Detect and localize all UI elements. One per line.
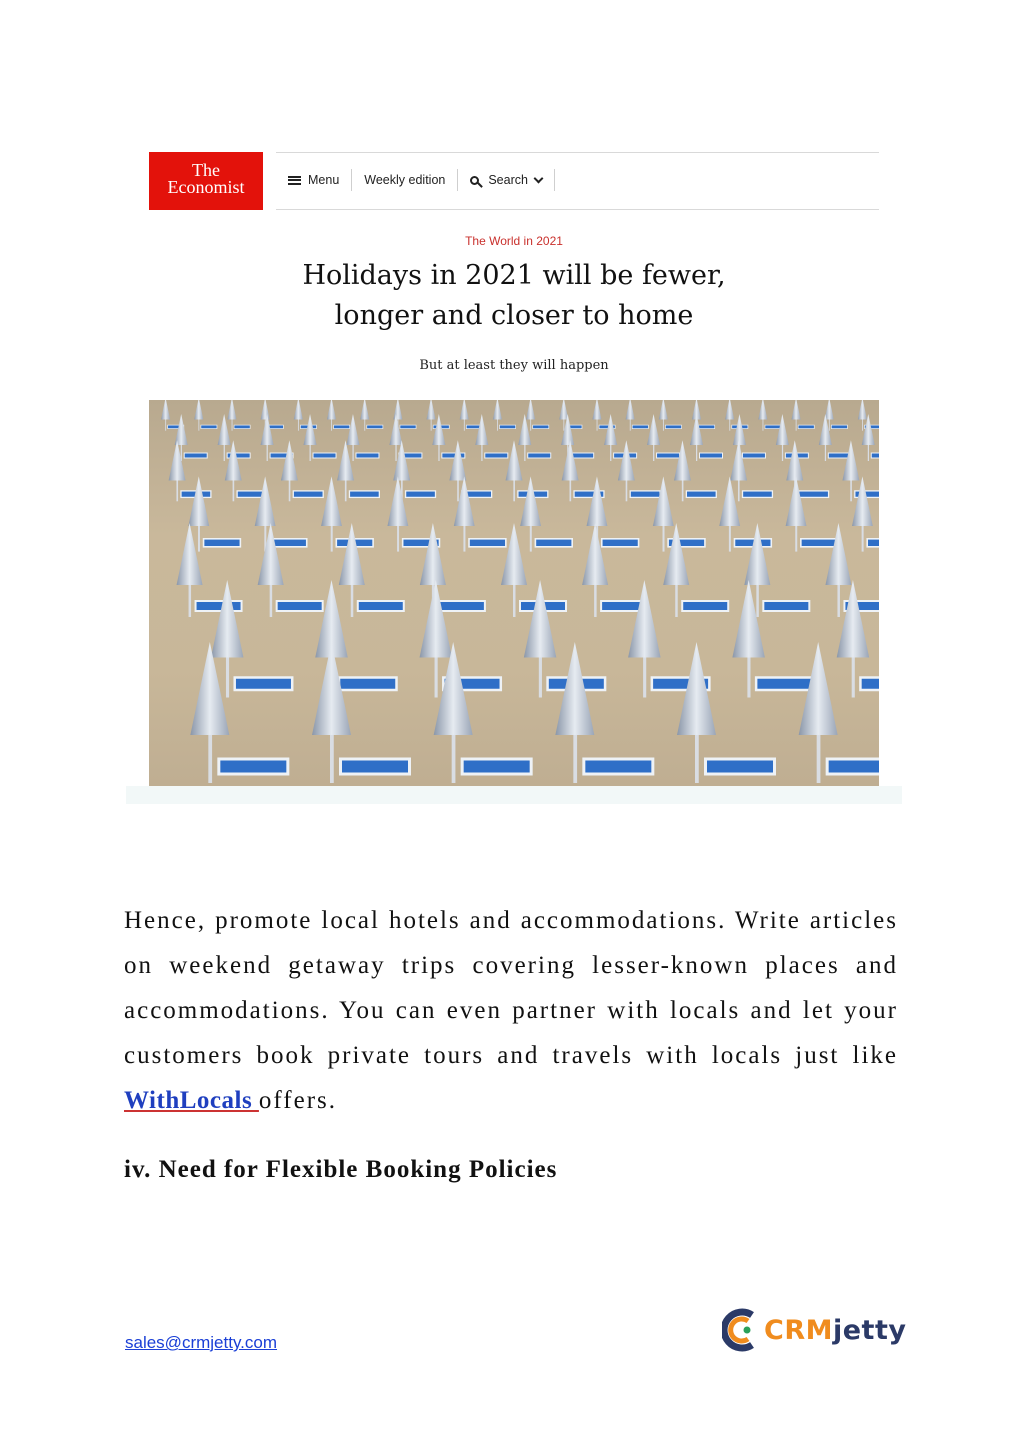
umbrella-pole [868,445,869,461]
umbrella [420,580,453,658]
umbrella-pole [397,526,399,552]
lounger [196,601,242,611]
umbrella [346,414,359,445]
umbrella [175,414,188,445]
lounger [831,425,847,429]
umbrella [475,414,488,445]
umbrella [744,523,770,585]
umbrella-pole [850,481,852,502]
lounger [184,453,207,458]
umbrella [562,440,579,480]
beach-photo-drawing [149,400,879,786]
umbrella [387,476,408,526]
umbrella-pole [165,420,166,431]
umbrella [786,476,807,526]
umbrella-pole [782,445,783,461]
umbrella [520,476,541,526]
umbrella [321,476,342,526]
umbrella [493,400,502,420]
lounger [602,539,639,547]
umbrella [690,414,703,445]
lounger [742,453,765,458]
lounger [293,491,323,498]
umbrella [501,523,527,585]
umbrella-pole [331,420,332,431]
brand-jetty: jetty [832,1314,907,1346]
umbrella [194,400,203,420]
umbrella [524,580,557,658]
article-subhead: But at least they will happen [419,358,609,373]
umbrella [393,400,402,420]
lounger [469,539,506,547]
umbrella [420,523,446,585]
hamburger-icon [288,176,301,185]
umbrella [786,440,803,480]
umbrella-pole [852,658,855,698]
umbrella-pole [594,585,597,617]
weekly-edition-label: Weekly edition [364,173,446,187]
umbrella-pole [232,420,233,431]
umbrella [454,476,475,526]
lounger [756,678,814,691]
headline-line-1: Holidays in 2021 will be fewer, [302,260,726,291]
lounger [765,425,781,429]
lounger [349,491,379,498]
lounger [439,601,485,611]
umbrella-pole [862,526,864,552]
top-nav [276,166,555,194]
lounger [500,425,516,429]
umbrella-pole [563,420,564,431]
umbrella [294,400,303,420]
umbrella [659,400,668,420]
umbrella-pole [663,420,664,431]
lounger [201,425,217,429]
umbrella [506,440,523,480]
umbrella-pole [289,481,291,502]
lounger [270,539,307,547]
lounger [406,491,436,498]
umbrella [618,440,635,480]
umbrella [626,400,635,420]
nav-separator [554,169,555,191]
umbrella-pole [438,445,439,461]
lounger [356,453,379,458]
lounger [485,453,508,458]
umbrella-pole [682,481,684,502]
umbrella [255,476,276,526]
crmjetty-mark-icon [722,1307,758,1353]
umbrella-pole [626,481,628,502]
umbrella-pole [198,420,199,431]
lounger [313,453,336,458]
umbrella [628,580,661,658]
umbrella [258,523,284,585]
umbrella-pole [345,481,347,502]
umbrella-pole [267,445,268,461]
lounger [630,491,660,498]
logo-line-1: The [192,160,220,180]
search-icon [470,176,479,185]
umbrella [281,440,298,480]
umbrella [339,523,365,585]
umbrella [719,476,740,526]
umbrella-pole [351,585,354,617]
lounger [204,539,241,547]
lounger [743,491,773,498]
umbrella-pole [524,445,525,461]
umbrella-pole [226,658,229,698]
umbrella-pole [464,420,465,431]
umbrella-pole [837,585,840,617]
umbrella [842,440,859,480]
lounger [682,601,728,611]
umbrella-pole [513,585,516,617]
brand-crm: CRM [764,1314,833,1346]
umbrella-pole [435,658,438,698]
umbrella-pole [729,420,730,431]
umbrella-pole [862,420,863,431]
umbrella-pole [270,585,273,617]
search-button[interactable] [458,168,554,192]
lounger [867,539,879,547]
umbrella-pole [189,585,192,617]
umbrella-pole [763,420,764,431]
umbrella-pole [825,445,826,461]
paragraph-text: Hence, promote local hotels and accommodations. Write articles on weekend getaway trips covering lesser-known places and accommodations. You can even partner with locals and let your customers book private tours and travels with locals just like [124,907,898,1069]
body-paragraph [124,898,898,1123]
screenshot-bottom-edge [126,786,902,804]
umbrella-pole [597,420,598,431]
umbrella-pole [395,445,396,461]
umbrella [592,400,601,420]
umbrella [825,523,851,585]
umbrella [825,400,834,420]
lounger [665,425,681,429]
email-link[interactable]: sales@crmjetty.com [125,1333,278,1352]
lounger [334,425,350,429]
umbrella-pole [795,526,797,552]
nav-divider-bottom [276,209,879,210]
umbrella [225,440,242,480]
headline-line-2: longer and closer to home [334,300,694,331]
umbrella-pole [298,420,299,431]
article-kicker[interactable]: The World in 2021 [465,234,563,248]
umbrella-pole [330,735,334,783]
umbrella-pole [570,481,572,502]
lounger [341,759,410,774]
umbrella [559,400,568,420]
umbrella [858,400,867,420]
lounger [763,601,809,611]
umbrella [604,414,617,445]
umbrella-pole [513,481,515,502]
lounger [700,453,723,458]
umbrella-pole [643,658,646,698]
umbrella [360,400,369,420]
umbrella [169,440,186,480]
umbrella [732,580,765,658]
umbrella-pole [233,481,235,502]
umbrella-pole [431,420,432,431]
umbrella-pole [463,526,465,552]
logo-line-2: Economist [167,177,245,197]
lounger [533,425,549,429]
lounger [686,491,716,498]
umbrella-pole [630,420,631,431]
umbrella [837,580,870,658]
lounger [699,425,715,429]
umbrella [426,400,435,420]
paragraph-text-end: offers. [258,1087,338,1114]
section-heading: iv. Need for Flexible Booking Policies [124,1156,558,1183]
lounger [571,453,594,458]
umbrella-pole [729,526,731,552]
umbrella-pole [208,735,212,783]
umbrella [449,440,466,480]
umbrella-pole [539,658,542,698]
umbrella-pole [573,735,577,783]
umbrella-pole [696,445,697,461]
umbrella [327,400,336,420]
lounger [358,601,404,611]
umbrella [460,400,469,420]
umbrella-pole [817,735,821,783]
lounger [871,453,879,458]
lounger [277,601,323,611]
umbrella-pole [738,481,740,502]
lounger [860,678,879,691]
umbrella [261,400,270,420]
chevron-down-icon [534,173,544,183]
umbrella-pole [756,585,759,617]
umbrella-pole [530,420,531,431]
umbrella-pole [310,445,311,461]
umbrella [337,440,354,480]
weekly-edition-link[interactable] [352,168,457,192]
umbrella [227,400,236,420]
article-headline [126,256,902,336]
umbrella-pole [530,526,532,552]
umbrella [587,476,608,526]
brand-wordmark [764,1315,906,1346]
umbrella-pole [610,445,611,461]
search-label: Search [488,173,528,187]
umbrella [188,476,209,526]
lounger [400,425,416,429]
umbrella-pole [747,658,750,698]
lounger [584,759,653,774]
umbrella [647,414,660,445]
lounger [528,453,551,458]
lounger [657,453,680,458]
umbrella [211,580,244,658]
umbrella [304,414,317,445]
umbrella-pole [331,526,333,552]
umbrella [653,476,674,526]
lounger [219,759,288,774]
lounger [339,678,397,691]
umbrella-pole [653,445,654,461]
economist-logo[interactable] [149,152,263,210]
lounger [367,425,383,429]
umbrella [526,400,535,420]
lounger [798,425,814,429]
umbrella-pole [457,481,459,502]
beach-umbrellas-photo [149,400,879,786]
umbrella-pole [364,420,365,431]
nav-divider-top [276,152,879,153]
lounger [632,425,648,429]
umbrella-pole [176,481,178,502]
umbrella-pole [198,526,200,552]
umbrella [582,523,608,585]
umbrella-pole [224,445,225,461]
lounger [235,678,293,691]
lounger [706,759,775,774]
umbrella-pole [481,445,482,461]
umbrella-pole [352,445,353,461]
lounger [801,539,838,547]
umbrella-pole [452,735,456,783]
lounger [462,759,531,774]
umbrella-pole [796,420,797,431]
umbrella [725,400,734,420]
umbrella [733,414,746,445]
crmjetty-logo [722,1306,906,1354]
menu-button[interactable] [276,168,351,192]
menu-label: Menu [308,173,340,187]
umbrella [663,523,689,585]
umbrella [791,400,800,420]
lounger [827,759,879,774]
umbrella [776,414,789,445]
umbrella [674,440,691,480]
umbrella-pole [695,735,699,783]
umbrella-pole [829,420,830,431]
umbrella [161,400,170,420]
umbrella-pole [675,585,678,617]
umbrella-pole [497,420,498,431]
umbrella [730,440,747,480]
lounger [234,425,250,429]
lounger [799,491,829,498]
lounger [535,539,572,547]
withlocals-link[interactable]: WithLocals [124,1087,259,1114]
umbrella [852,476,873,526]
umbrella [758,400,767,420]
umbrella-pole [663,526,665,552]
